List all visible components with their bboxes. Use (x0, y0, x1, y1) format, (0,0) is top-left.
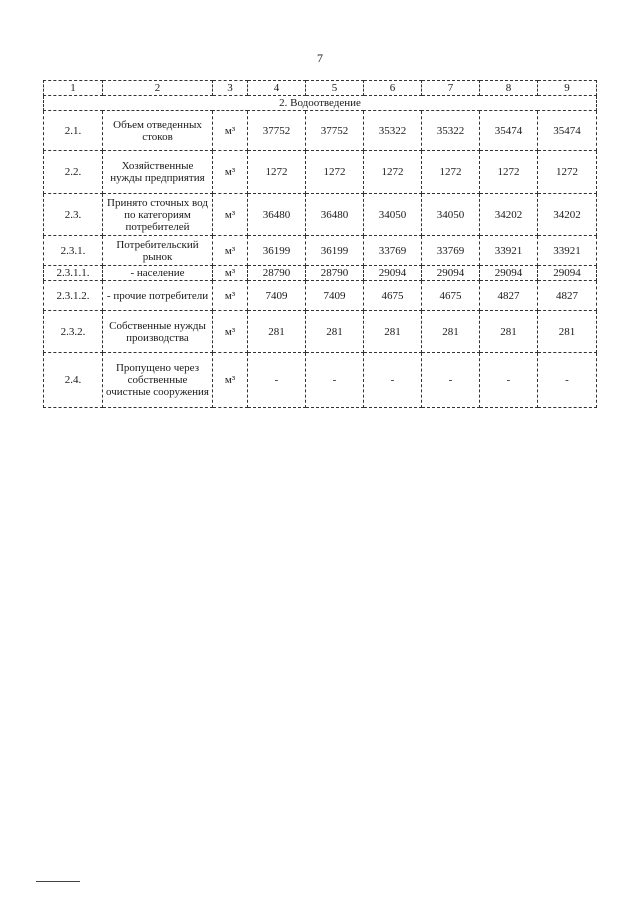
table-row (44, 236, 597, 266)
footer-rule (36, 881, 80, 882)
column-header: 5 (306, 81, 364, 96)
table-row (44, 266, 597, 281)
table-row (44, 311, 597, 353)
row-value: - (306, 353, 364, 408)
row-value: 33921 (538, 236, 597, 266)
row-value: - (422, 353, 480, 408)
row-value: - (364, 353, 422, 408)
row-value: 1272 (248, 151, 306, 194)
row-value: 1272 (306, 151, 364, 194)
row-value: 281 (480, 311, 538, 353)
row-value: 281 (248, 311, 306, 353)
row-name: Принято сточных вод по категориям потребителей (103, 194, 213, 236)
row-number: 2.3.1.1. (44, 266, 103, 281)
row-value: - (480, 353, 538, 408)
row-value: 1272 (538, 151, 597, 194)
row-name: Объем отведенных стоков (103, 111, 213, 151)
table-row (44, 281, 597, 311)
row-number: 2.3. (44, 194, 103, 236)
row-value: 36199 (248, 236, 306, 266)
row-value: 4827 (480, 281, 538, 311)
row-value: - (248, 353, 306, 408)
row-value: 34050 (422, 194, 480, 236)
row-name: - прочие потребители (103, 281, 213, 311)
table-row (44, 353, 597, 408)
row-value: 4675 (422, 281, 480, 311)
row-value: 33769 (364, 236, 422, 266)
row-value: 29094 (538, 266, 597, 281)
column-header: 2 (103, 81, 213, 96)
row-value: 33769 (422, 236, 480, 266)
table-row (44, 194, 597, 236)
row-value: 36199 (306, 236, 364, 266)
row-name: Пропущено через собственные очистные сооружения (103, 353, 213, 408)
row-unit: м³ (213, 194, 248, 236)
column-header: 9 (538, 81, 597, 96)
section-title: 2. Водоотведение (44, 96, 597, 111)
row-value: 281 (422, 311, 480, 353)
row-value: - (538, 353, 597, 408)
row-unit: м³ (213, 353, 248, 408)
row-value: 34202 (480, 194, 538, 236)
row-value: 28790 (306, 266, 364, 281)
row-number: 2.3.2. (44, 311, 103, 353)
row-unit: м³ (213, 311, 248, 353)
row-name: Собственные нужды производства (103, 311, 213, 353)
row-value: 7409 (306, 281, 364, 311)
column-header: 7 (422, 81, 480, 96)
row-unit: м³ (213, 151, 248, 194)
section-row (44, 96, 597, 111)
row-value: 4675 (364, 281, 422, 311)
column-header: 4 (248, 81, 306, 96)
row-value: 33921 (480, 236, 538, 266)
row-value: 29094 (364, 266, 422, 281)
row-name: Потребительский рынок (103, 236, 213, 266)
row-value: 28790 (248, 266, 306, 281)
row-value: 281 (364, 311, 422, 353)
row-value: 1272 (480, 151, 538, 194)
column-header: 1 (44, 81, 103, 96)
data-table (43, 80, 597, 408)
row-value: 35474 (480, 111, 538, 151)
row-unit: м³ (213, 236, 248, 266)
row-number: 2.4. (44, 353, 103, 408)
row-value: 29094 (480, 266, 538, 281)
column-header: 8 (480, 81, 538, 96)
row-value: 37752 (306, 111, 364, 151)
row-value: 34050 (364, 194, 422, 236)
row-value: 35322 (422, 111, 480, 151)
row-value: 29094 (422, 266, 480, 281)
row-number: 2.1. (44, 111, 103, 151)
row-value: 281 (538, 311, 597, 353)
row-value: 36480 (248, 194, 306, 236)
table-row (44, 111, 597, 151)
row-number: 2.3.1.2. (44, 281, 103, 311)
column-header: 3 (213, 81, 248, 96)
row-value: 35474 (538, 111, 597, 151)
row-value: 7409 (248, 281, 306, 311)
row-value: 34202 (538, 194, 597, 236)
row-number: 2.2. (44, 151, 103, 194)
row-value: 4827 (538, 281, 597, 311)
row-unit: м³ (213, 266, 248, 281)
row-value: 36480 (306, 194, 364, 236)
row-number: 2.3.1. (44, 236, 103, 266)
column-header-row (44, 81, 597, 96)
row-unit: м³ (213, 281, 248, 311)
row-value: 1272 (422, 151, 480, 194)
row-value: 1272 (364, 151, 422, 194)
row-value: 281 (306, 311, 364, 353)
page-number: 7 (317, 51, 323, 65)
table-row (44, 151, 597, 194)
row-name: Хозяйственные нужды предприятия (103, 151, 213, 194)
row-value: 35322 (364, 111, 422, 151)
row-unit: м³ (213, 111, 248, 151)
row-name: - население (103, 266, 213, 281)
column-header: 6 (364, 81, 422, 96)
row-value: 37752 (248, 111, 306, 151)
